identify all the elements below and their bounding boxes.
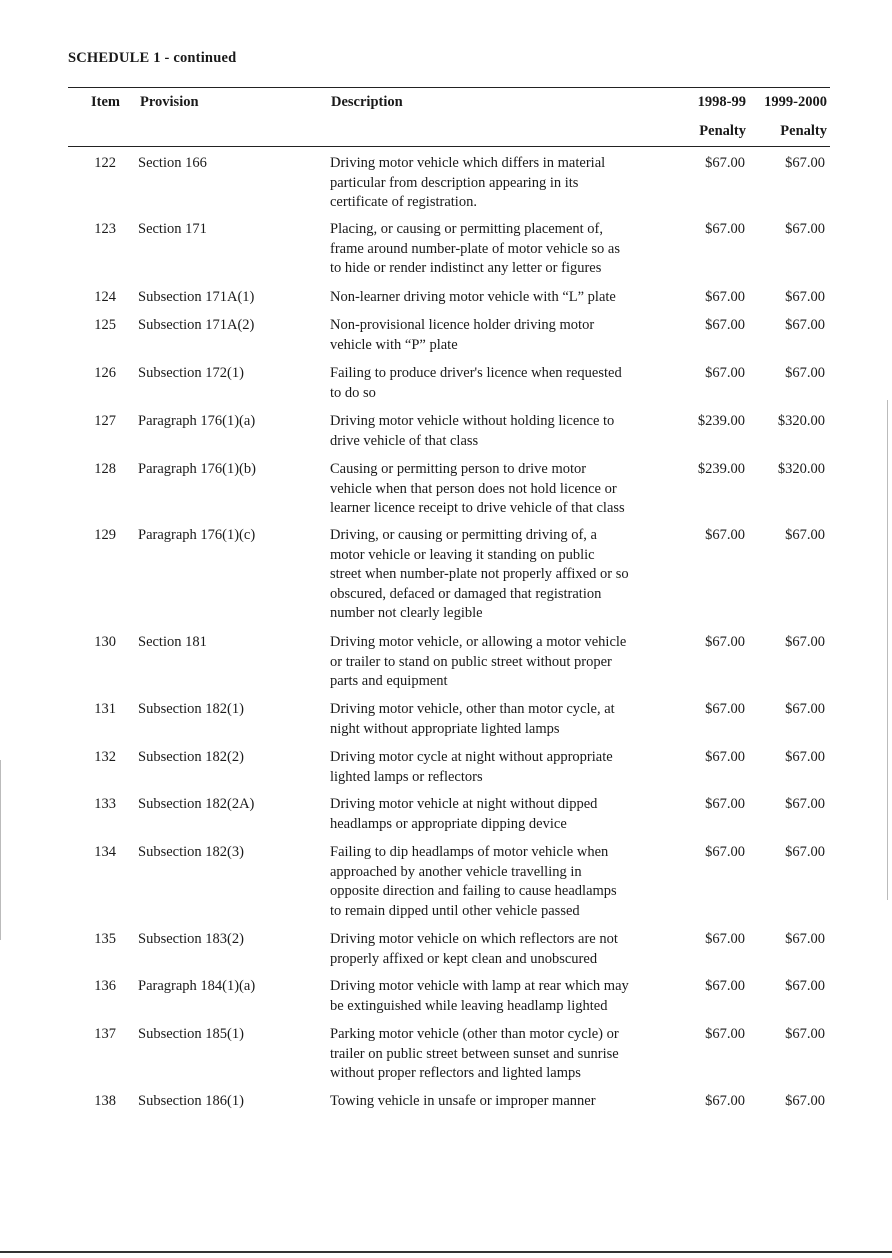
row-item-number: 136 xyxy=(94,978,116,994)
row-provision: Subsection 182(1) xyxy=(138,701,244,717)
row-item-number: 137 xyxy=(94,1026,116,1042)
row-description-line: learner licence receipt to drive vehicle of that class xyxy=(330,500,625,516)
row-penalty-1999-2000: $67.00 xyxy=(785,844,825,860)
row-description-line: be extinguished while leaving headlamp lighted xyxy=(330,997,608,1014)
row-penalty-1998-99: $67.00 xyxy=(705,749,745,765)
row-provision: Subsection 182(2A) xyxy=(138,796,255,812)
row-penalty-1999-2000: $67.00 xyxy=(785,634,825,650)
row-provision: Paragraph 184(1)(a) xyxy=(138,978,256,994)
row-penalty-1998-99: $67.00 xyxy=(705,221,745,237)
row-item-number: 138 xyxy=(94,1093,116,1109)
row-penalty-1998-99: $67.00 xyxy=(705,634,745,650)
row-penalty-1999-2000: $67.00 xyxy=(785,749,825,765)
row-penalty-1999-2000: $67.00 xyxy=(785,527,825,543)
row-penalty-1999-2000: $67.00 xyxy=(785,365,825,381)
row-provision: Subsection 182(2) xyxy=(138,749,244,765)
row-penalty-1999-2000: $67.00 xyxy=(785,1093,825,1109)
row-description-line: motor vehicle or leaving it standing on public xyxy=(330,546,595,563)
row-penalty-1998-99: $67.00 xyxy=(705,978,745,994)
row-provision: Section 171 xyxy=(138,221,207,237)
row-description-line: headlamps or appropriate dipping device xyxy=(330,815,567,832)
row-item-number: 126 xyxy=(94,365,116,381)
row-penalty-1998-99: $67.00 xyxy=(705,289,745,305)
row-description-line: Towing vehicle in unsafe or improper manner xyxy=(330,1093,596,1109)
row-description-line: Non-provisional licence holder driving motor xyxy=(330,317,595,333)
row-provision: Subsection 183(2) xyxy=(138,931,244,947)
header-provision: Provision xyxy=(140,94,199,110)
row-description-line: Driving, or causing or permitting driving of, a xyxy=(330,527,597,543)
row-penalty-1999-2000: $67.00 xyxy=(785,1026,825,1042)
row-description-line: Driving motor vehicle which differs in material xyxy=(330,155,606,171)
row-penalty-1998-99: $67.00 xyxy=(705,1026,745,1042)
row-item-number: 127 xyxy=(94,413,116,429)
row-description-line: opposite direction and failing to cause headlamps xyxy=(330,883,617,899)
row-description-line: to hide or render indistinct any letter or figures xyxy=(330,260,602,276)
row-description-line: approached by another vehicle travelling in xyxy=(330,863,582,880)
row-description-line: Failing to produce driver's licence when requested xyxy=(330,365,622,381)
row-penalty-1998-99: $67.00 xyxy=(705,365,745,381)
row-provision: Subsection 172(1) xyxy=(138,365,244,381)
scan-mark xyxy=(887,400,888,900)
row-item-number: 131 xyxy=(94,701,116,717)
page-title: SCHEDULE 1 - continued xyxy=(68,50,237,66)
row-penalty-1998-99: $67.00 xyxy=(705,701,745,717)
row-provision: Paragraph 176(1)(b) xyxy=(138,461,256,477)
row-penalty-1999-2000: $67.00 xyxy=(785,796,825,812)
row-description-line: Driving motor cycle at night without appropriate xyxy=(330,749,613,765)
row-description-line: night without appropriate lighted lamps xyxy=(330,720,560,737)
row-description-line: obscured, defaced or damaged that registration xyxy=(330,585,602,602)
row-description-line: trailer on public street between sunset and sunrise xyxy=(330,1045,619,1062)
header-penalty-1: Penalty xyxy=(699,123,746,139)
row-penalty-1998-99: $239.00 xyxy=(697,461,745,477)
row-description-line: or trailer to stand on public street without proper xyxy=(330,653,612,670)
row-item-number: 129 xyxy=(94,527,116,543)
row-penalty-1998-99: $67.00 xyxy=(705,317,745,333)
row-penalty-1999-2000: $320.00 xyxy=(777,461,825,477)
header-year-1999-2000: 1999-2000 xyxy=(764,94,827,110)
row-description-line: number not clearly legible xyxy=(330,605,483,621)
row-description-line: Placing, or causing or permitting placement of, xyxy=(330,221,604,237)
row-description-line: Driving motor vehicle, other than motor cycle, at xyxy=(330,701,615,717)
row-description-line: particular from description appearing in its xyxy=(330,174,579,191)
row-provision: Paragraph 176(1)(a) xyxy=(138,413,256,429)
row-description-line: drive vehicle of that class xyxy=(330,432,479,449)
row-description-line: vehicle when that person does not hold licence or xyxy=(330,480,617,497)
row-description-line: Failing to dip headlamps of motor vehicle when xyxy=(330,844,609,860)
row-penalty-1998-99: $67.00 xyxy=(705,796,745,812)
header-description: Description xyxy=(331,94,403,110)
row-penalty-1998-99: $67.00 xyxy=(705,844,745,860)
row-provision: Subsection 171A(1) xyxy=(138,289,255,305)
row-item-number: 128 xyxy=(94,461,116,477)
row-description-line: Driving motor vehicle with lamp at rear which may xyxy=(330,978,629,994)
row-penalty-1998-99: $67.00 xyxy=(705,1093,745,1109)
row-description-line: Driving motor vehicle at night without dipped xyxy=(330,796,598,812)
row-item-number: 134 xyxy=(94,844,116,860)
page-bottom-edge xyxy=(0,1251,892,1253)
row-penalty-1999-2000: $67.00 xyxy=(785,931,825,947)
row-item-number: 133 xyxy=(94,796,116,812)
row-description-line: certificate of registration. xyxy=(330,194,477,210)
row-penalty-1999-2000: $67.00 xyxy=(785,155,825,171)
row-description-line: to do so xyxy=(330,384,376,401)
scan-mark xyxy=(0,760,1,940)
row-penalty-1998-99: $239.00 xyxy=(697,413,745,429)
header-year-1998-99: 1998-99 xyxy=(697,94,746,110)
row-description-line: street when number-plate not properly affixed or so xyxy=(330,566,629,582)
row-penalty-1999-2000: $67.00 xyxy=(785,978,825,994)
row-description-line: lighted lamps or reflectors xyxy=(330,768,483,785)
row-provision: Section 181 xyxy=(138,634,207,650)
header-item: Item xyxy=(91,94,120,110)
row-penalty-1998-99: $67.00 xyxy=(705,931,745,947)
row-description-line: to remain dipped until other vehicle passed xyxy=(330,902,580,919)
row-penalty-1999-2000: $67.00 xyxy=(785,317,825,333)
row-provision: Subsection 171A(2) xyxy=(138,317,255,333)
row-item-number: 124 xyxy=(94,289,116,305)
row-provision: Subsection 185(1) xyxy=(138,1026,244,1042)
row-item-number: 135 xyxy=(94,931,116,947)
row-item-number: 122 xyxy=(94,155,116,171)
row-description-line: parts and equipment xyxy=(330,673,448,689)
row-description-line: properly affixed or kept clean and unobscured xyxy=(330,950,598,967)
row-provision: Subsection 182(3) xyxy=(138,844,244,860)
row-item-number: 125 xyxy=(94,317,116,333)
row-description-line: without proper reflectors and lighted lamps xyxy=(330,1065,581,1081)
row-provision: Section 166 xyxy=(138,155,207,171)
row-description-line: Non-learner driving motor vehicle with “L” plate xyxy=(330,289,616,305)
row-provision: Paragraph 176(1)(c) xyxy=(138,527,256,543)
row-item-number: 132 xyxy=(94,749,116,765)
row-penalty-1999-2000: $67.00 xyxy=(785,701,825,717)
row-description-line: Causing or permitting person to drive motor xyxy=(330,461,587,477)
header-penalty-2: Penalty xyxy=(780,123,827,139)
row-description-line: Driving motor vehicle on which reflectors are not xyxy=(330,931,618,947)
row-penalty-1999-2000: $67.00 xyxy=(785,289,825,305)
row-provision: Subsection 186(1) xyxy=(138,1093,244,1109)
row-description-line: Driving motor vehicle, or allowing a motor vehicle xyxy=(330,634,627,650)
row-description-line: vehicle with “P” plate xyxy=(330,336,458,353)
row-item-number: 123 xyxy=(94,221,116,237)
row-penalty-1999-2000: $320.00 xyxy=(777,413,825,429)
row-description-line: Parking motor vehicle (other than motor cycle) or xyxy=(330,1026,619,1042)
row-penalty-1998-99: $67.00 xyxy=(705,527,745,543)
row-penalty-1998-99: $67.00 xyxy=(705,155,745,171)
row-description-line: frame around number-plate of motor vehicle so as xyxy=(330,240,621,257)
row-penalty-1999-2000: $67.00 xyxy=(785,221,825,237)
row-item-number: 130 xyxy=(94,634,116,650)
row-description-line: Driving motor vehicle without holding licence to xyxy=(330,413,615,429)
